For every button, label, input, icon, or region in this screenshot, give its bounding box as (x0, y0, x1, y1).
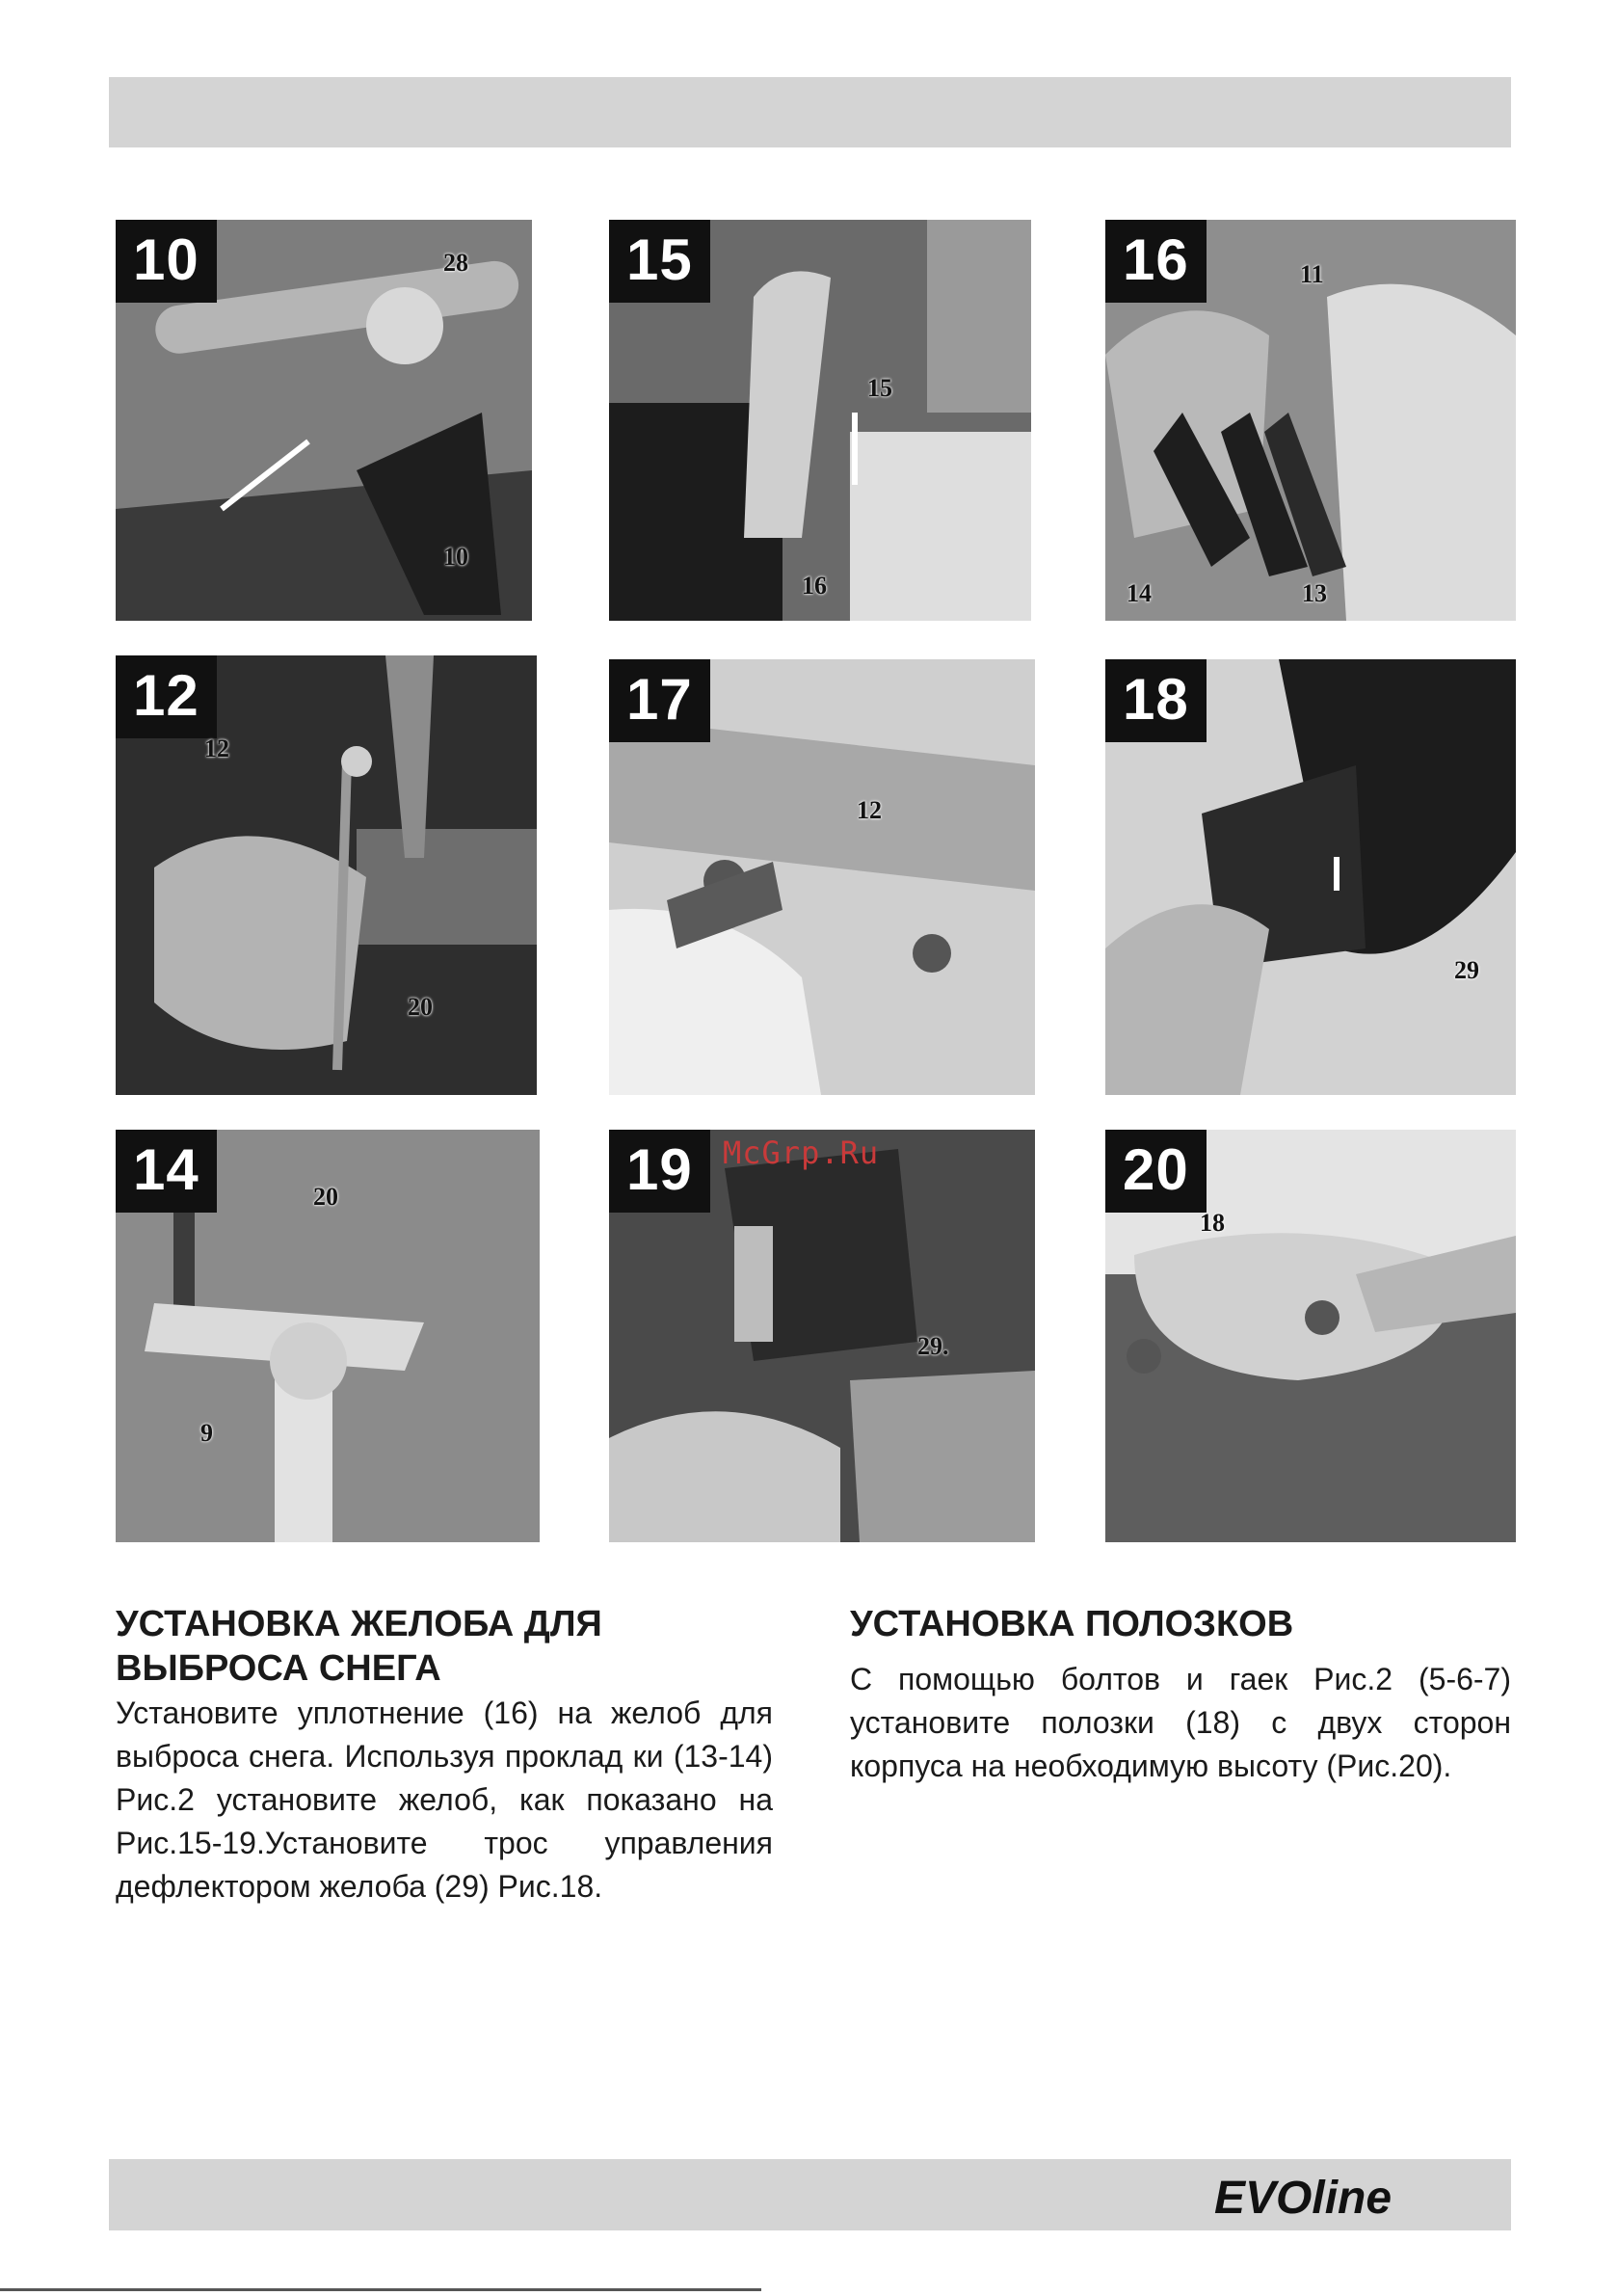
callout-label: 20 (408, 993, 433, 1021)
figure-20 (1105, 1130, 1516, 1542)
logo-text: EVOline (1214, 2173, 1393, 2223)
figure-number: 18 (1105, 659, 1207, 742)
section-title-line: ВЫБРОСА СНЕГА (116, 1648, 441, 1689)
figure-12 (116, 655, 537, 1095)
callout-label: 15 (867, 374, 892, 402)
figure-number: 14 (116, 1130, 217, 1213)
figure-number: 10 (116, 220, 217, 303)
figure-18 (1105, 659, 1516, 1095)
scan-line (0, 2288, 761, 2291)
section-body-chute: Установите уплотнение (16) на желоб для выброса снега. Используя проклад ки (13-14) Рис.2 установите желоб, как показано на Рис.15-19.Установите трос управления дефлектором желоба (29) Рис.18. (116, 1695, 773, 1904)
figure-number: 16 (1105, 220, 1207, 303)
callout-label: 12 (857, 796, 882, 824)
callout-label: 10 (443, 543, 468, 571)
callout-label: 29. (917, 1332, 949, 1360)
callout-label: 11 (1300, 260, 1324, 288)
section-body-skids: С помощью болтов и гаек Рис.2 (5-6-7) установите полозки (18) с двух сторон корпуса на необходимую высоту (Рис.20). (850, 1662, 1511, 1783)
callout-label: 16 (802, 572, 827, 600)
callout-label: 20 (313, 1183, 338, 1211)
figure-17 (609, 659, 1035, 1095)
callout-label: 12 (204, 734, 229, 762)
evoline-logo (1212, 2169, 1474, 2223)
callout-label: 28 (443, 249, 468, 277)
figure-10 (116, 220, 532, 621)
figure-number: 17 (609, 659, 710, 742)
figure-number: 20 (1105, 1130, 1207, 1213)
header-bar (109, 77, 1511, 147)
section-title-line: УСТАНОВКА ЖЕЛОБА ДЛЯ (116, 1604, 602, 1644)
callout-label: 9 (200, 1419, 213, 1447)
figure-number: 19 (609, 1130, 710, 1213)
figure-16 (1105, 220, 1516, 621)
figure-number: 12 (116, 655, 217, 738)
figure-19 (609, 1130, 1035, 1542)
callout-label: 18 (1200, 1209, 1225, 1237)
section-title-chute (116, 1602, 790, 1691)
callout-label: 13 (1302, 579, 1327, 607)
watermark: McGrp.Ru (723, 1135, 880, 1171)
figure-15 (609, 220, 1031, 621)
section-title-skids: УСТАНОВКА ПОЛОЗКОВ (850, 1604, 1294, 1644)
callout-label: 29 (1454, 956, 1479, 984)
callout-label: 14 (1127, 579, 1152, 607)
figure-14 (116, 1130, 540, 1542)
figure-number: 15 (609, 220, 710, 303)
